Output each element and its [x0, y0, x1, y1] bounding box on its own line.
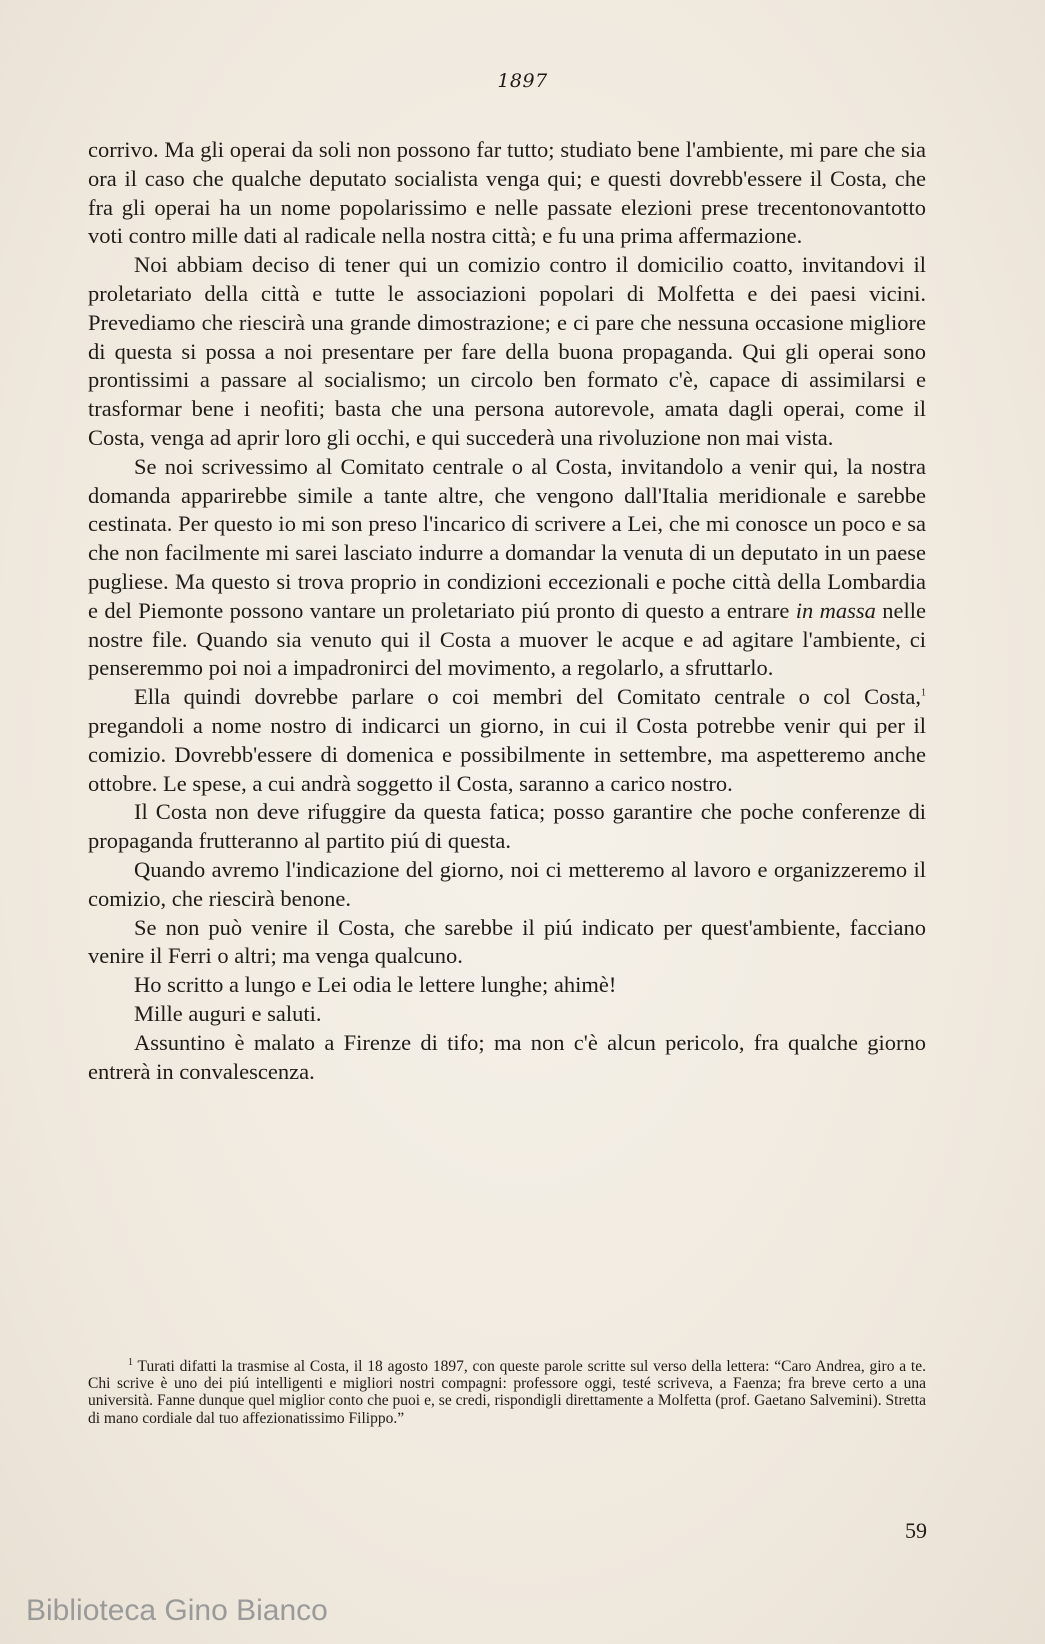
paragraph-text: Ella quindi dovrebbe parlare o coi membri del Comitato centrale o col Costa,	[134, 684, 921, 710]
paragraph-text: Noi abbiam deciso di tener qui un comizio contro il domicilio coatto, invitandovi il proletariato della città e tutte le associazioni popolari di Molfetta e dei paesi vicini. Prevediamo che riescirà una grande dimostrazione; e ci pare che nessuna occasione migliore di questa si possa a noi presentare per fare della buona propaganda. Qui gli operai sono prontissimi a passare al socialismo; un circolo ben formato c'è, capace di assimilarsi e trasformar bene i neofiti; basta che una persona autorevole, amata dagli operai, come il Costa, venga ad aprir loro gli occhi, e qui succederà una rivoluzione non mai vista.	[88, 252, 926, 450]
page-number: 59	[905, 1518, 927, 1543]
paragraph-text: Se noi scrivessimo al Comitato centrale o al Costa, invitandolo a venir qui, la nostra domanda apparirebbe simile a tante altre, che vengono dall'Italia meridionale e sarebbe cestinata. Per questo io mi son preso l'incarico di scrivere a Lei, che mi conosce un poco e sa che non facilmente mi sarei lasciato indurre a domandar la venuta di un deputato in un paese pugliese. Ma questo si trova proprio in condizioni eccezionali e poche città della Lombardia e del Piemonte possono vantare un proletariato piú pronto di questo a entrare	[88, 453, 926, 623]
footnotes	[88, 1358, 926, 1427]
body-paragraph	[88, 136, 926, 251]
paragraph-text: Ho scritto a lungo e Lei odia le lettere lunghe; ahimè!	[134, 972, 617, 998]
paragraph-text: pregandoli a nome nostro di indicarci un giorno, in cui il Costa potrebbe venir qui per il comizio. Dovrebb'essere di domenica e possibilmente in settembre, ma aspetteremo anche ottobre. Le spese, a cui andrà soggetto il Costa, saranno a carico nostro.	[88, 712, 926, 796]
body-paragraph	[88, 1000, 926, 1029]
body-paragraph	[88, 914, 926, 972]
paragraph-text: Mille auguri e saluti.	[134, 1000, 322, 1026]
paragraph-text: Assuntino è malato a Firenze di tifo; ma non c'è alcun pericolo, fra qualche giorno entrerà in convalescenza.	[88, 1029, 926, 1084]
paragraph-text: corrivo. Ma gli operai da soli non possono far tutto; studiato bene l'ambiente, mi pare che sia ora il caso che qualche deputato socialista venga qui; e questi dovrebb'essere il Costa, che fra gli operai ha un nome popolarissimo e nelle passate elezioni prese trecentonovantotto voti contro mille dati al radicale nella nostra città; e fu una prima affermazione.	[88, 137, 926, 249]
footnote	[88, 1358, 926, 1427]
library-watermark: Biblioteca Gino Bianco	[26, 1594, 328, 1627]
body-paragraph	[88, 798, 926, 856]
body-paragraph	[88, 1029, 926, 1087]
body-paragraph	[88, 683, 926, 798]
footnote-reference: 1	[921, 687, 926, 699]
footnote-mark: 1	[128, 1356, 133, 1368]
body-paragraph	[88, 251, 926, 453]
paragraph-text: Il Costa non deve rifuggire da questa fatica; posso garantire che poche conferenze di propaganda frutteranno al partito piú di questa.	[88, 799, 926, 854]
body-paragraph	[88, 453, 926, 683]
letter-body	[88, 136, 926, 1086]
running-head-year: 1897	[497, 70, 548, 92]
paragraph-text: Se non può venire il Costa, che sarebbe il piú indicato per quest'ambiente, facciano venire il Ferri o altri; ma venga qualcuno.	[88, 914, 926, 969]
body-paragraph	[88, 856, 926, 914]
paragraph-text: Quando avremo l'indicazione del giorno, noi ci metteremo al lavoro e organizzeremo il comizio, che riescirà benone.	[88, 856, 926, 911]
paragraph-text: nelle nostre file. Quando sia venuto qui il Costa a muover le acque e ad agitare l'ambiente, ci penseremmo poi noi a impadronirci del movimento, a regolarlo, a sfruttarlo.	[88, 597, 926, 681]
footnote-text: Turati difatti la trasmise al Costa, il 18 agosto 1897, con queste parole scritte sul verso della lettera: “Caro Andrea, giro a te. Chi scrive è uno dei piú intelligenti e migliori nostri compagni: professore oggi, testé scriveva, a Faenza; fra breve certo a una università. Fanne dunque quel miglior conto che puoi e, se credi, rispondigli direttamente a Molfetta (prof. Gaetano Salvemini). Stretta di mano cordiale dal tuo affezionatissimo Filippo.”	[88, 1358, 926, 1427]
italic-phrase: in massa	[795, 597, 876, 623]
body-paragraph	[88, 971, 926, 1000]
